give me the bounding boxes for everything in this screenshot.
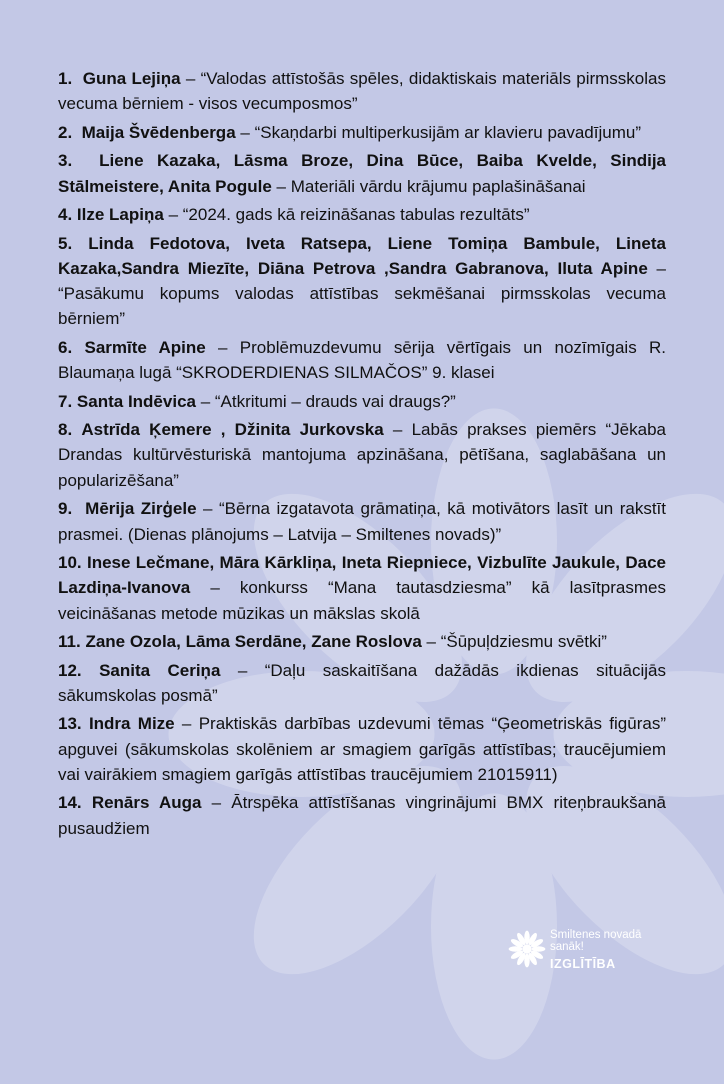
item-number: 2. bbox=[58, 123, 72, 142]
item-number: 12. bbox=[58, 661, 82, 680]
list-item bbox=[58, 417, 666, 493]
item-authors: Linda Fedotova, Iveta Ratsepa, Liene Tomiņa Bambule, Lineta Kazaka,Sandra Miezīte, Diāna Petrova ,Sandra Gabranova, Iluta Apine bbox=[58, 234, 666, 278]
item-separator: – bbox=[164, 205, 183, 224]
list-item bbox=[58, 202, 666, 227]
item-separator: – bbox=[648, 259, 666, 278]
item-separator: – bbox=[181, 69, 201, 88]
item-title: “Šūpuļdziesmu svētki” bbox=[441, 632, 607, 651]
item-separator: – bbox=[236, 123, 255, 142]
item-separator: – bbox=[220, 661, 264, 680]
list-item bbox=[58, 658, 666, 709]
item-authors: Santa Indēvica bbox=[77, 392, 196, 411]
list-item bbox=[58, 148, 666, 199]
list-item bbox=[58, 550, 666, 626]
item-title: Problēmuzdevumu sērija vērtīgais un nozīmīgais R. Blaumaņa lugā “SKRODERDIENAS SILMAČOS” 9. klasei bbox=[58, 338, 666, 382]
item-title: “Pasākumu kopums valodas attīstības sekmēšanai pirmsskolas vecuma bērniem” bbox=[58, 284, 666, 328]
item-separator: – bbox=[190, 578, 240, 597]
list-item bbox=[58, 231, 666, 332]
item-authors: Astrīda Ķemere , Džinita Jurkovska bbox=[81, 420, 383, 439]
item-number: 1. bbox=[58, 69, 72, 88]
list-item bbox=[58, 496, 666, 547]
logo-line-2: sanāk! bbox=[550, 941, 641, 953]
item-separator: – bbox=[422, 632, 441, 651]
item-number: 11. bbox=[58, 632, 81, 651]
logo-line-3: IZGLĪTĪBA bbox=[550, 957, 641, 971]
item-authors: Maija Švēdenberga bbox=[82, 123, 236, 142]
smiltene-education-logo bbox=[506, 926, 666, 976]
item-number: 7. bbox=[58, 392, 72, 411]
item-title: Materiāli vārdu krājumu paplašināšanai bbox=[291, 177, 586, 196]
logo-text bbox=[550, 929, 641, 971]
item-number: 5. bbox=[58, 234, 72, 253]
list-item bbox=[58, 790, 666, 841]
item-number: 10. bbox=[58, 553, 82, 572]
item-separator: – bbox=[202, 793, 232, 812]
item-title: konkurss “Mana tautasdziesma” kā lasītprasmes veicināšanas metode mūzikas un mākslas skolā bbox=[58, 578, 666, 622]
item-separator: – bbox=[206, 338, 240, 357]
list-item bbox=[58, 335, 666, 386]
item-title: Labās prakses piemērs “Jēkaba Drandas kultūrvēsturiskā mantojuma apzināšana, pētīšana, saglabāšana un popularizēšana” bbox=[58, 420, 666, 490]
item-title: “Atkritumi – drauds vai draugs?” bbox=[215, 392, 456, 411]
logo-line-1: Smiltenes novadā bbox=[550, 929, 641, 941]
item-title: Ātrspēka attīstīšanas vingrinājumi BMX riteņbraukšanā pusaudžiem bbox=[58, 793, 666, 837]
item-separator: – bbox=[197, 499, 219, 518]
item-authors: Liene Kazaka, Lāsma Broze, Dina Būce, Baiba Kvelde, Sindija Stālmeistere, Anita Pogule bbox=[58, 151, 666, 195]
item-title: “2024. gads kā reizināšanas tabulas rezultāts” bbox=[183, 205, 530, 224]
item-authors: Ilze Lapiņa bbox=[77, 205, 164, 224]
item-number: 8. bbox=[58, 420, 72, 439]
item-number: 4. bbox=[58, 205, 72, 224]
item-separator: – bbox=[196, 392, 215, 411]
item-title: Praktiskās darbības uzdevumi tēmas “Ģeometriskās figūras” apguvei (sākumskolas skolēniem ar smagiem garīgās attīstības; traucējumiem vai vairākiem smagiem garīgās attīstības traucējumiem 21015911) bbox=[58, 714, 666, 784]
item-number: 6. bbox=[58, 338, 72, 357]
item-number: 3. bbox=[58, 151, 72, 170]
list-item bbox=[58, 120, 666, 145]
list-item bbox=[58, 711, 666, 787]
item-authors: Mērija Zirģele bbox=[85, 499, 196, 518]
item-authors: Renārs Auga bbox=[92, 793, 202, 812]
item-authors: Guna Lejiņa bbox=[83, 69, 181, 88]
list-item bbox=[58, 66, 666, 117]
item-authors: Zane Ozola, Lāma Serdāne, Zane Roslova bbox=[85, 632, 421, 651]
participants-list bbox=[58, 66, 666, 844]
item-number: 14. bbox=[58, 793, 82, 812]
item-authors: Sanita Ceriņa bbox=[99, 661, 220, 680]
item-separator: – bbox=[272, 177, 291, 196]
item-title: “Skaņdarbi multiperkusijām ar klavieru pavadījumu” bbox=[255, 123, 641, 142]
item-authors: Indra Mize bbox=[89, 714, 175, 733]
item-number: 9. bbox=[58, 499, 72, 518]
list-item bbox=[58, 389, 666, 414]
item-separator: – bbox=[384, 420, 412, 439]
flower-logo-icon bbox=[506, 928, 548, 970]
item-separator: – bbox=[175, 714, 199, 733]
item-title: “Bērna izgatavota grāmatiņa, kā motivātors lasīt un rakstīt prasmei. (Dienas plānojums – Latvija – Smiltenes novads)” bbox=[58, 499, 666, 543]
item-title: “Daļu saskaitīšana dažādās ikdienas situācijās sākumskolas posmā” bbox=[58, 661, 666, 705]
item-authors: Inese Lečmane, Māra Kārkliņa, Ineta Riepniece, Vizbulīte Jaukule, Dace Lazdiņa-Ivanova bbox=[58, 553, 666, 597]
item-number: 13. bbox=[58, 714, 82, 733]
item-title: “Valodas attīstošās spēles, didaktiskais materiāls pirmsskolas vecuma bērniem - visos vecumposmos” bbox=[58, 69, 666, 113]
list-item bbox=[58, 629, 666, 654]
item-authors: Sarmīte Apine bbox=[84, 338, 205, 357]
